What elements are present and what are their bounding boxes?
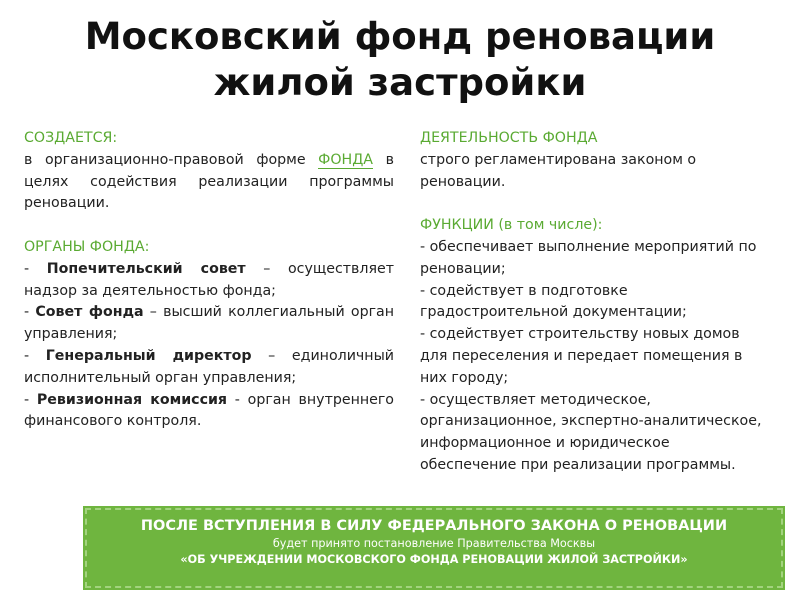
list-dash: -: [24, 391, 37, 408]
right-column: [420, 128, 770, 508]
text-fragment: в организационно-правовой форме: [24, 151, 319, 168]
section-heading: СОЗДАЕТСЯ:: [24, 130, 118, 146]
organ-name: Совет фонда: [35, 304, 144, 321]
section-functions: [420, 215, 770, 477]
organ-description: – единоличный исполнительный орган управления;: [24, 347, 394, 386]
text-fragment: в целях содействия реализации программы реновации.: [24, 151, 394, 212]
section-heading: ДЕЯТЕЛЬНОСТЬ ФОНДА: [420, 130, 598, 146]
banner-headline: ПОСЛЕ ВСТУПЛЕНИЯ В СИЛУ ФЕДЕРАЛЬНОГО ЗАКОНА О РЕНОВАЦИИ: [140, 518, 728, 534]
title-line-1: Московский фонд реновации: [84, 15, 716, 58]
list-item: [24, 390, 394, 434]
list-item: [24, 259, 394, 303]
fund-highlight: ФОНДА: [318, 151, 374, 168]
left-column: [24, 128, 394, 455]
banner-subtext: будет принято постановление Правительства Москвы: [272, 537, 596, 550]
organ-name: Генеральный директор: [45, 347, 252, 364]
section-heading: ФУНКЦИИ (в том числе):: [420, 217, 603, 234]
organ-name: Попечительский совет: [46, 260, 246, 277]
list-item: - содействует в подготовке градостроительной документации;: [420, 282, 687, 321]
banner-decree-title: «ОБ УЧРЕЖДЕНИИ МОСКОВСКОГО ФОНДА РЕНОВАЦИИ ЖИЛОЙ ЗАСТРОЙКИ»: [180, 553, 688, 566]
slide-title: [0, 14, 800, 106]
list-dash: -: [24, 260, 47, 277]
organ-description: – высший коллегиальный орган управления;: [24, 304, 394, 343]
organ-name: Ревизионная комиссия: [36, 391, 228, 408]
list-item: - обеспечивает выполнение мероприятий по реновации;: [420, 238, 757, 277]
list-dash: -: [24, 304, 36, 321]
section-heading: ОРГАНЫ ФОНДА:: [24, 238, 150, 255]
law-banner: [85, 508, 783, 588]
organ-description: - орган внутреннего финансового контроля.: [24, 391, 394, 430]
organ-description: – осуществляет надзор за деятельностью фонда;: [24, 260, 394, 299]
title-line-2: жилой застройки: [213, 61, 587, 104]
section-created: [24, 128, 394, 215]
list-dash: -: [24, 347, 46, 364]
section-text: [24, 150, 394, 215]
list-item: [24, 302, 394, 346]
list-item: - содействует строительству новых домов для переселения и передает помещения в них городу;: [420, 326, 743, 386]
section-activity: [420, 128, 770, 193]
list-item: [24, 346, 394, 390]
section-text: строго регламентирована законом о реновации.: [420, 151, 697, 190]
list-item: - осуществляет методическое, организационное, экспертно-аналитическое, информационное и юридическое обеспечение при реализации программы.: [420, 391, 762, 473]
section-organs: [24, 237, 394, 433]
